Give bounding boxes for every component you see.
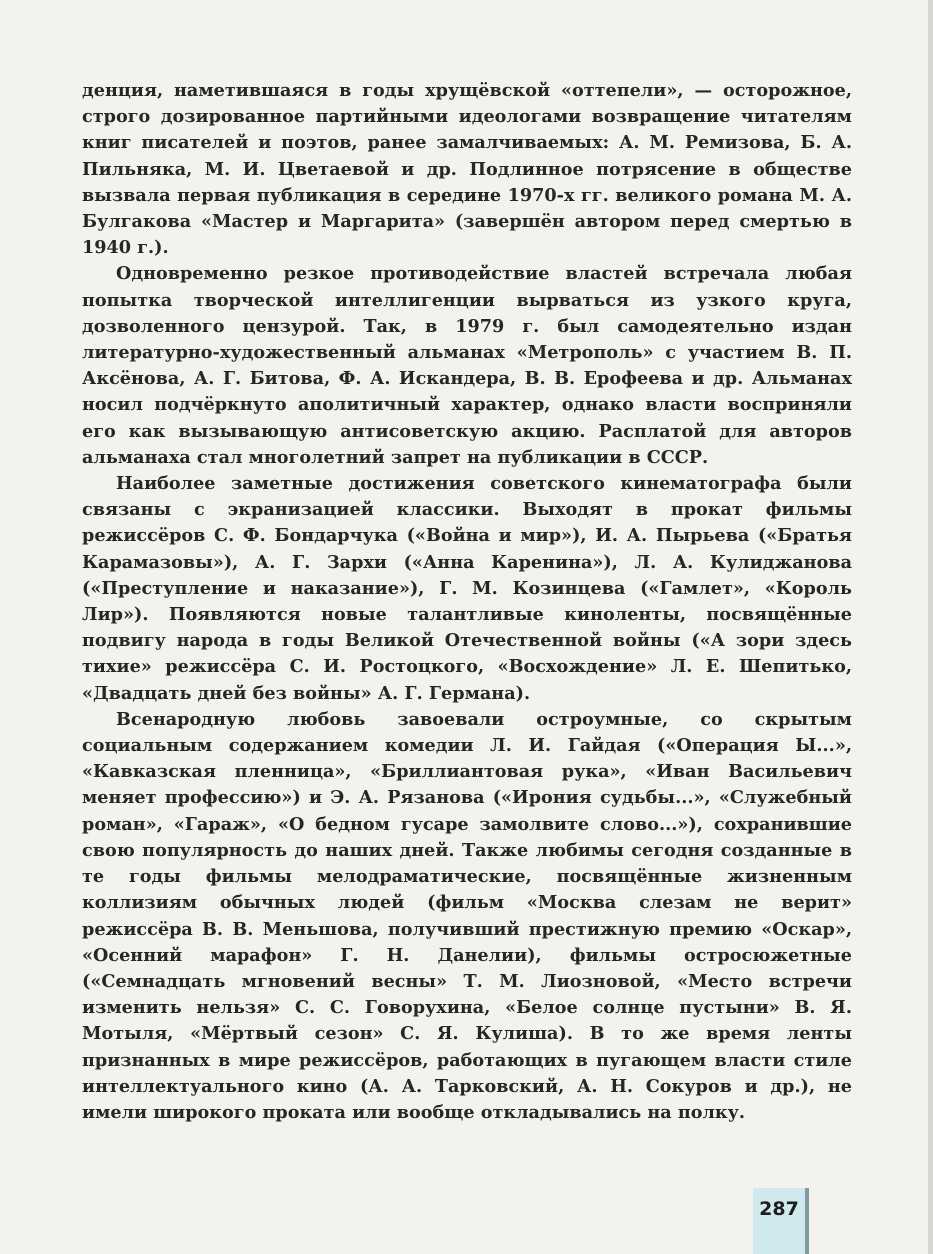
paragraph-3: Наиболее заметные достижения советского кинематографа были связаны с экранизацией классики. Выходят в прокат фильмы режиссёров С. Ф. Бондарчука («Война и мир»), И. А. Пырьева («Братья Карамазовы»), А. Г. Зархи («Анна Каренина»), Л. А. Кулиджанова («Преступление и наказание»), Г. М. Козинцева («Гамлет», «Король Лир»). Появляются новые талантливые киноленты, посвящённые подвигу народа в годы Великой Отечественной войны («А зори здесь тихие» режиссёра С. И. Ростоцкого, «Восхождение» Л. Е. Шепитько, «Двадцать дней без войны» А. Г. Германа). <box>82 473 852 704</box>
page-edge <box>928 0 933 1254</box>
paragraph-4: Всенародную любовь завоевали остроумные, со скрытым социальным содержанием комедии Л. И. Гайдая («Операция Ы...», «Кавказская пленница», «Бриллиантовая рука», «Иван Васильевич меняет профессию») и Э. А. Рязанова («Ирония судьбы...», «Служебный роман», «Гараж», «О бедном гусаре замолвите слово...»), сохранившие свою популярность до наших дней. Также любимы сегодня созданные в те годы фильмы мелодраматические, посвящённые жизненным коллизиям обычных людей (фильм «Москва слезам не верит» режиссёра В. В. Меньшова, получивший престижную премию «Оскар», «Осенний марафон» Г. Н. Данелии), фильмы остросюжетные («Семнадцать мгновений весны» Т. М. Лиозновой, «Место встречи изменить нельзя» С. С. Говорухина, «Белое солнце пустыни» В. Я. Мотыля, «Мёртвый сезон» С. Я. Кулиша). В то же время ленты признанных в мире режиссёров, работающих в пугающем власти стиле интеллектуального кино (А. А. Тарковский, А. Н. Сокуров и др.), не имели широкого проката или вообще откладывались на полку. <box>82 708 852 1123</box>
paragraph-2: Одновременно резкое противодействие властей встречала любая попытка творческой интеллигенции вырваться из узкого круга, дозволенного цензурой. Так, в 1979 г. был самодеятельно издан литературно-художественный альманах «Метрополь» с участием В. П. Аксёнова, А. Г. Битова, Ф. А. Искандера, В. В. Ерофеева и др. Альманах носил подчёркнуто аполитичный характер, однако власти восприняли его как вызывающую антисоветскую акцию. Расплатой для авторов альманаха стал многолетний запрет на публикации в СССР. <box>82 263 852 468</box>
body-text <box>82 78 852 1126</box>
paragraph-1: денция, наметившаяся в годы хрущёвской «оттепели», — осторожное, строго дозированное партийными идеологами возвращение читателям книг писателей и поэтов, ранее замалчиваемых: А. М. Ремизова, Б. А. Пильняка, М. И. Цветаевой и др. Подлинное потрясение в обществе вызвала первая публикация в середине 1970-х гг. великого романа М. А. Булгакова «Мастер и Маргарита» (завершён автором перед смертью в 1940 г.). <box>82 80 852 259</box>
page-number: 287 <box>759 1198 799 1220</box>
page-number-tab <box>753 1188 809 1254</box>
